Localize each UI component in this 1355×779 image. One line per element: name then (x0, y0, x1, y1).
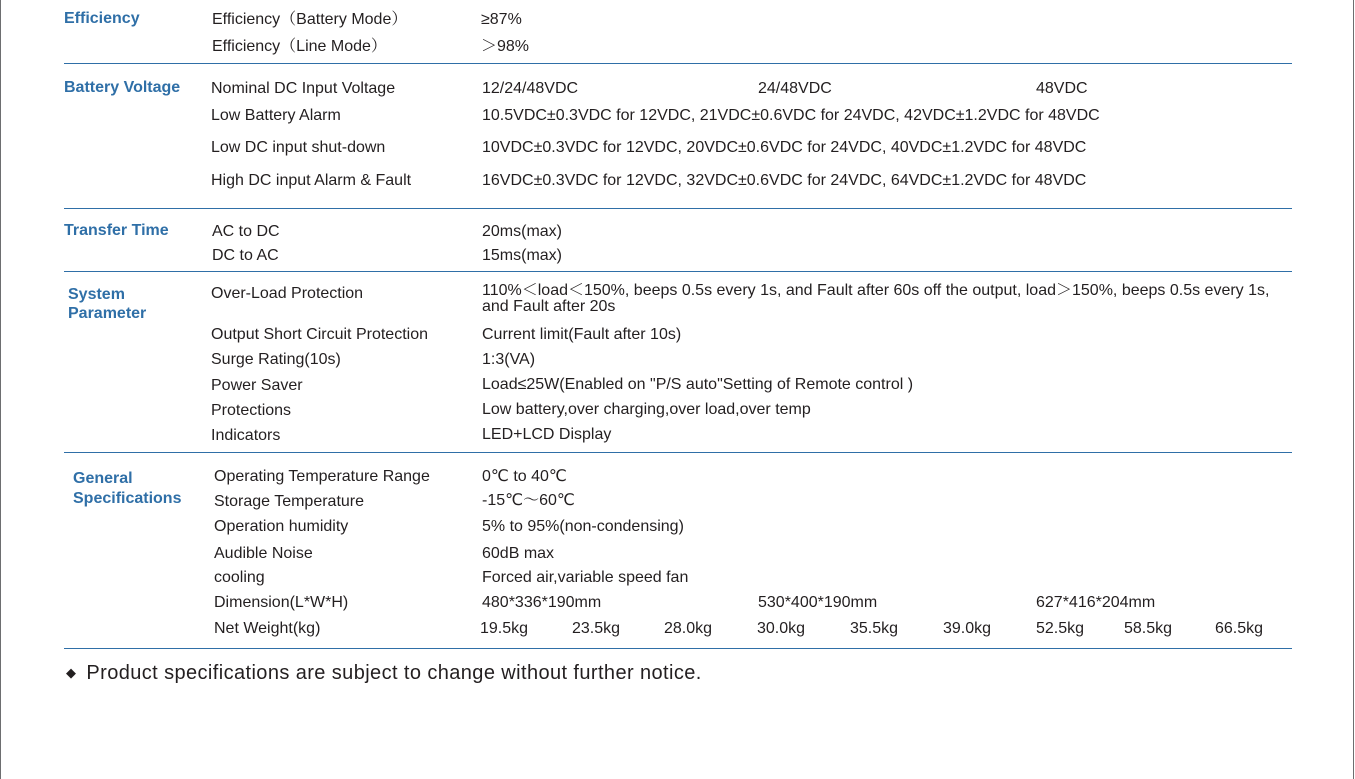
section-title-specifications: Specifications (73, 490, 182, 507)
net-weight-2: 23.5kg (572, 620, 621, 637)
section-title-general: General (73, 470, 133, 487)
row-value: 10.5VDC±0.3VDC for 12VDC, 21VDC±0.6VDC for 24VDC, 42VDC±1.2VDC for 48VDC (482, 107, 1100, 124)
disclaimer-notice (66, 661, 702, 685)
section-title-battery-voltage: Battery Voltage (64, 79, 181, 96)
row-label: AC to DC (212, 223, 280, 240)
row-value: 60dB max (482, 545, 555, 562)
notice-text: Product specifications are subject to change without further notice. (86, 662, 702, 684)
frame-right-border (1353, 0, 1354, 779)
section-title-system: System (68, 286, 125, 303)
row-value: 20ms(max) (482, 223, 563, 240)
net-weight-8: 58.5kg (1124, 620, 1173, 637)
row-label: Low DC input shut-down (211, 139, 386, 156)
row-value: 1:3(VA) (482, 351, 536, 368)
net-weight-1: 19.5kg (480, 620, 529, 637)
row-label: Over-Load Protection (211, 285, 364, 302)
row-value: Low battery,over charging,over load,over temp (482, 401, 811, 418)
row-value: -15℃～60℃ (482, 492, 575, 509)
row-label: DC to AC (212, 247, 279, 264)
row-label: Output Short Circuit Protection (211, 326, 428, 343)
row-label: Efficiency（Battery Mode） (212, 11, 408, 28)
row-value: 15ms(max) (482, 247, 563, 264)
dimension-3: 627*416*204mm (1036, 594, 1156, 611)
row-value: 16VDC±0.3VDC for 12VDC, 32VDC±0.6VDC for 24VDC, 64VDC±1.2VDC for 48VDC (482, 172, 1087, 189)
nominal-voltage-1: 12/24/48VDC (482, 80, 579, 97)
nominal-voltage-2: 24/48VDC (758, 80, 832, 97)
row-value: LED+LCD Display (482, 426, 612, 443)
net-weight-6: 39.0kg (943, 620, 992, 637)
row-label: Audible Noise (214, 545, 313, 562)
section-divider (64, 63, 1292, 64)
row-label: Dimension(L*W*H) (214, 594, 349, 611)
net-weight-7: 52.5kg (1036, 620, 1085, 637)
section-title-transfer-time: Transfer Time (64, 222, 169, 239)
net-weight-9: 66.5kg (1215, 620, 1264, 637)
section-divider (64, 271, 1292, 272)
diamond-bullet-icon: ◆ (66, 665, 77, 680)
section-divider (64, 648, 1292, 649)
row-label: High DC input Alarm & Fault (211, 172, 412, 189)
row-label: Surge Rating(10s) (211, 351, 341, 368)
net-weight-3: 28.0kg (664, 620, 713, 637)
row-value: Forced air,variable speed fan (482, 569, 689, 586)
row-label: Power Saver (211, 377, 303, 394)
row-label: Indicators (211, 427, 281, 444)
nominal-voltage-3: 48VDC (1036, 80, 1088, 97)
section-divider (64, 452, 1292, 453)
row-value: 10VDC±0.3VDC for 12VDC, 20VDC±0.6VDC for 24VDC, 40VDC±1.2VDC for 48VDC (482, 139, 1087, 156)
dimension-1: 480*336*190mm (482, 594, 602, 611)
row-label: Storage Temperature (214, 493, 365, 510)
row-label: Net Weight(kg) (214, 620, 321, 637)
net-weight-5: 35.5kg (850, 620, 899, 637)
row-label: Protections (211, 402, 292, 419)
dimension-2: 530*400*190mm (758, 594, 878, 611)
row-value: 0℃ to 40℃ (482, 468, 567, 485)
row-label: Low Battery Alarm (211, 107, 341, 124)
row-label: Operating Temperature Range (214, 468, 430, 485)
section-title-efficiency: Efficiency (64, 10, 140, 27)
section-divider (64, 208, 1292, 209)
row-label: Efficiency（Line Mode） (212, 38, 387, 55)
row-value: Current limit(Fault after 10s) (482, 326, 682, 343)
section-title-parameter: Parameter (68, 305, 147, 322)
frame-left-border (0, 0, 1, 779)
row-value: Load≤25W(Enabled on "P/S auto"Setting of Remote control ) (482, 376, 914, 393)
net-weight-4: 30.0kg (757, 620, 806, 637)
row-value: 5% to 95%(non-condensing) (482, 518, 684, 535)
row-label: cooling (214, 569, 265, 586)
row-value: 110%＜load＜150%, beeps 0.5s every 1s, and Fault after 60s off the output, load＞150%, beeps 0.5s every 1s, and Fault after 20s (482, 282, 1270, 315)
row-value: ≥87% (481, 11, 522, 28)
row-label: Operation humidity (214, 518, 349, 535)
row-value: ＞98% (481, 38, 530, 55)
row-label: Nominal DC Input Voltage (211, 80, 396, 97)
